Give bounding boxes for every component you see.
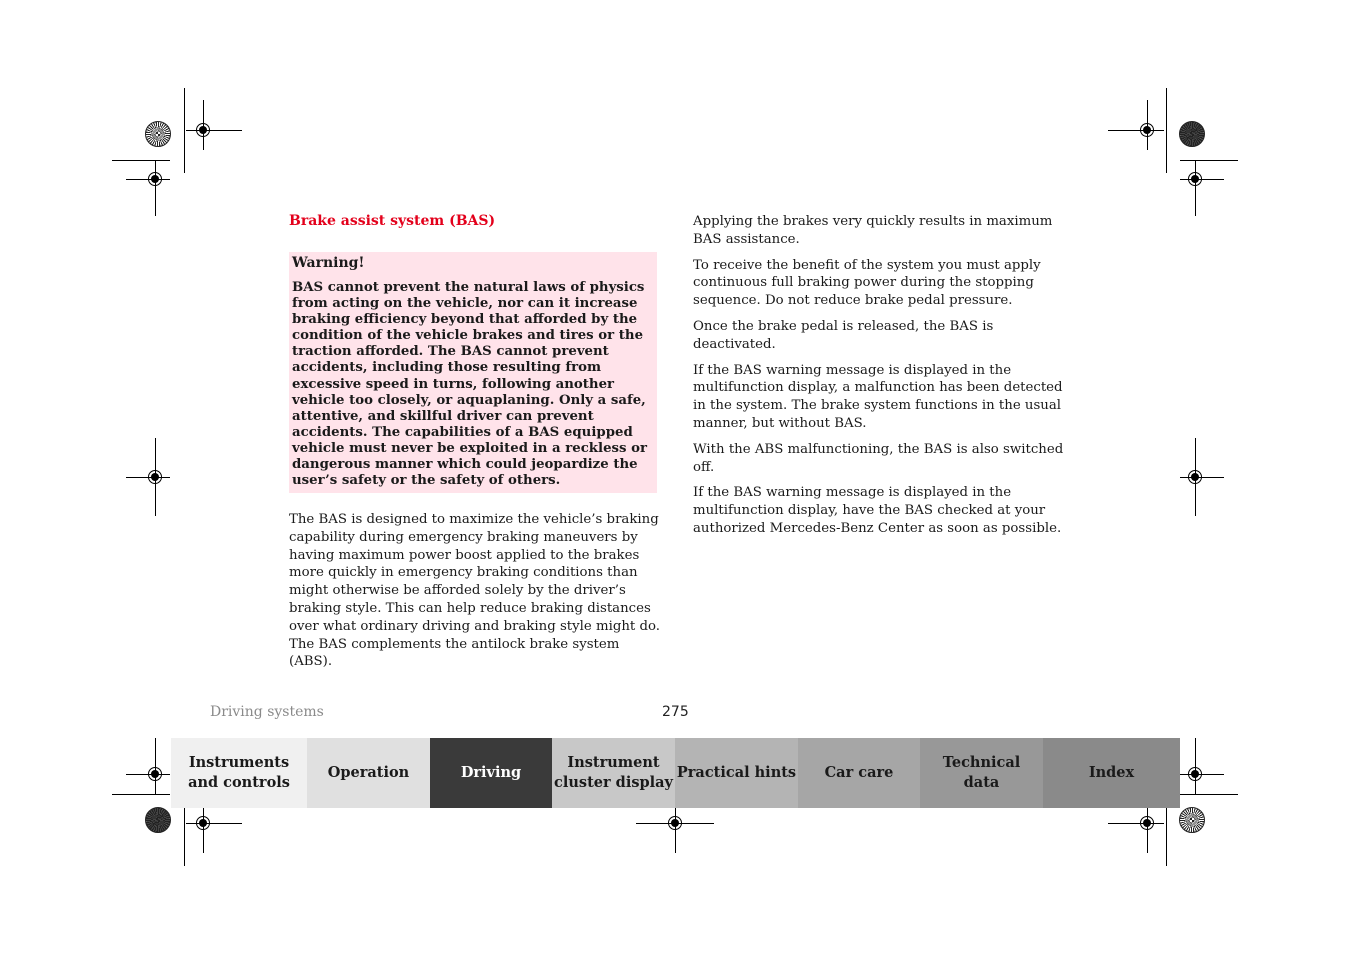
- warning-box: [289, 252, 657, 493]
- body-paragraph: The BAS is designed to maximize the vehicle’s braking capability during emergency braking maneuvers by having maximum power boost applied to the brakes more quickly in emergency braking conditions than might otherwise be afforded solely by the driver’s braking style. This can help reduce braking distances over what ordinary driving and braking style might do. The BAS complements the antilock brake system (ABS).: [289, 512, 660, 670]
- tab-label: cluster display: [554, 774, 673, 791]
- tab-index[interactable]: [1043, 738, 1180, 808]
- footer-section-name: Driving systems: [210, 704, 324, 720]
- color-target-icon: [1179, 807, 1205, 833]
- tab-label: Car care: [824, 764, 894, 781]
- warning-heading: Warning!: [292, 255, 365, 271]
- color-target-icon: [145, 121, 171, 147]
- tab-label: Operation: [327, 764, 410, 781]
- page-number: 275: [662, 704, 689, 720]
- registration-mark-icon: [1140, 816, 1154, 830]
- registration-mark-icon: [1188, 172, 1202, 186]
- tab-label: Driving: [460, 764, 522, 781]
- warning-text: BAS cannot prevent the natural laws of physics from acting on the vehicle, nor can it increase braking efficiency beyond that afforded by the condition of the vehicle brakes and tires or the traction afforded. The BAS cannot prevent accidents, including those resulting from excessive speed in turns, following another vehicle too closely, or aquaplaning. Only a safe, attentive, and skillful driver can prevent accidents. The capabilities of a BAS equipped vehicle must never be exploited in a reckless or dangerous manner which could jeopardize the user’s safety or the safety of others.: [292, 280, 648, 489]
- tab-label: and controls: [188, 774, 290, 791]
- tab-instruments-and-controls[interactable]: [171, 738, 307, 808]
- chapter-nav: [171, 738, 1180, 808]
- body-paragraph: If the BAS warning message is displayed in the multifunction display, a malfunction has been detected in the system. The brake system functions in the usual manner, but without BAS.: [693, 362, 1063, 431]
- registration-mark-icon: [1188, 470, 1202, 484]
- body-paragraph: Applying the brakes very quickly results in maximum BAS assistance.: [693, 214, 1053, 247]
- tab-operation[interactable]: [307, 738, 430, 808]
- body-paragraph: With the ABS malfunctioning, the BAS is also switched off.: [693, 441, 1064, 475]
- tab-label: data: [963, 774, 1000, 791]
- registration-mark-icon: [148, 767, 162, 781]
- registration-mark-icon: [1188, 767, 1202, 781]
- registration-mark-icon: [148, 470, 162, 484]
- tab-driving[interactable]: [430, 738, 552, 808]
- tab-technical-data[interactable]: [920, 738, 1043, 808]
- tab-practical-hints[interactable]: [675, 738, 798, 808]
- tab-label: Instrument: [567, 754, 660, 771]
- registration-mark-icon: [668, 816, 682, 830]
- registration-mark-icon: [196, 123, 210, 137]
- body-paragraph: Once the brake pedal is released, the BAS is deactivated.: [693, 318, 994, 352]
- tab-label: Index: [1088, 764, 1135, 781]
- color-target-icon: [1179, 121, 1205, 147]
- tab-label: Technical: [942, 754, 1021, 771]
- right-column: [693, 213, 1065, 546]
- body-paragraph: If the BAS warning message is displayed in the multifunction display, have the BAS checked at your authorized Mercedes-Benz Center as soon as possible.: [693, 485, 1062, 536]
- body-paragraph: To receive the benefit of the system you must apply continuous full braking power during the stopping sequence. Do not reduce brake pedal pressure.: [693, 257, 1041, 309]
- registration-mark-icon: [1140, 123, 1154, 137]
- registration-mark-icon: [148, 172, 162, 186]
- section-title: Brake assist system (BAS): [289, 213, 496, 229]
- tab-car-care[interactable]: [798, 738, 920, 808]
- registration-mark-icon: [196, 816, 210, 830]
- tab-label: Practical hints: [676, 764, 797, 781]
- tab-label: Instruments: [188, 754, 290, 771]
- tab-instrument-cluster-display[interactable]: [552, 738, 675, 808]
- color-target-icon: [145, 807, 171, 833]
